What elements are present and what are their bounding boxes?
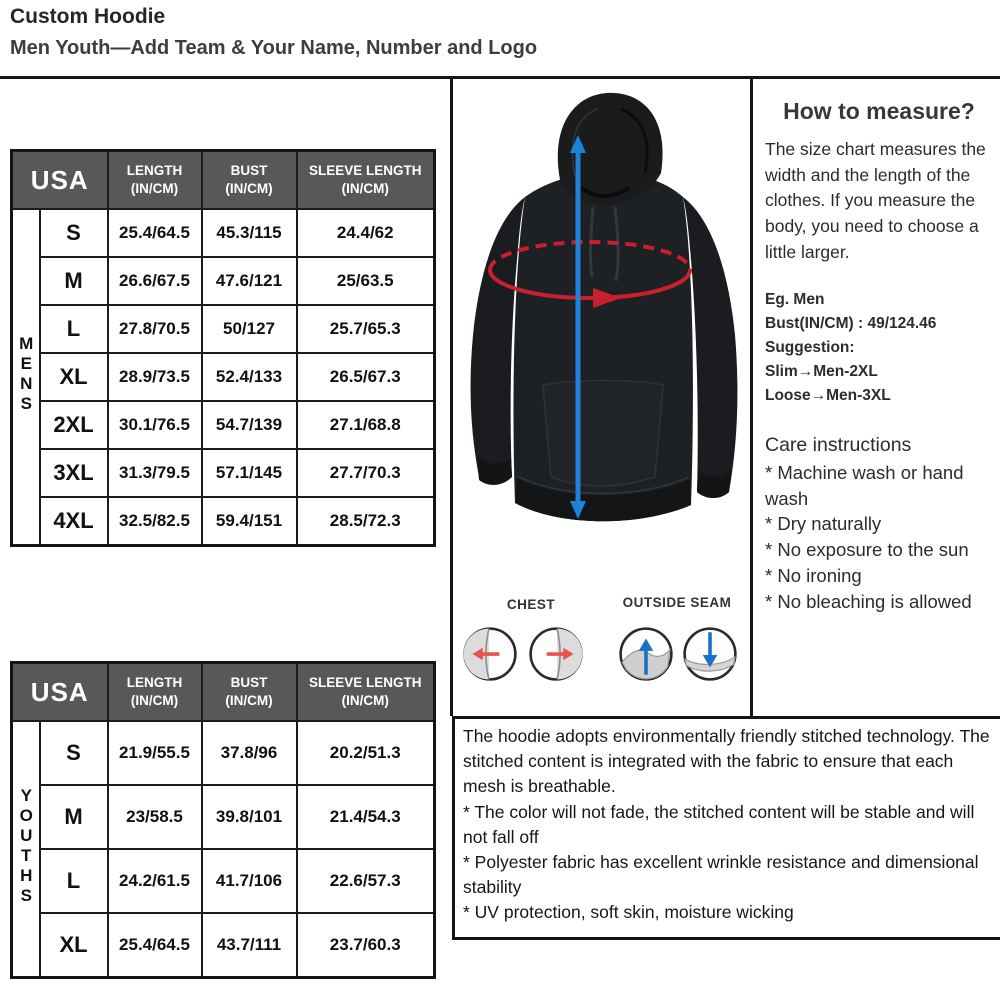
col-header-usa: USA [12, 151, 108, 210]
cell-sleeve: 22.6/57.3 [297, 849, 435, 913]
table-row [12, 913, 435, 977]
cell-bust: 41.7/106 [202, 849, 297, 913]
col-header-sleeve: SLEEVE LENGTH (IN/CM) [297, 151, 435, 210]
table-row [12, 497, 435, 545]
outside-seam-label: OUTSIDE SEAM [622, 595, 732, 610]
care-instructions-title: Care instructions [765, 433, 912, 456]
care-item: * Machine wash or hand wash [765, 461, 964, 509]
cell-sleeve: 21.4/54.3 [297, 785, 435, 849]
cell-bust: 43.7/111 [202, 913, 297, 977]
youths-size-table [10, 661, 436, 979]
mens-group-label: MENS [16, 334, 36, 415]
cell-length: 25.4/64.5 [108, 209, 202, 257]
cell-size: S [40, 721, 108, 785]
example-line: Slim→Men-2XL [765, 362, 878, 380]
cell-length: 28.9/73.5 [108, 353, 202, 401]
chest-label: CHEST [506, 597, 556, 612]
size-suggestion-block [765, 288, 993, 408]
hoodie-illustration [455, 85, 751, 585]
care-item: * Dry naturally [765, 513, 882, 535]
cell-sleeve: 24.4/62 [297, 209, 435, 257]
cell-sleeve: 23.7/60.3 [297, 913, 435, 977]
product-notes-intro: The hoodie adopts environmentally friendly stitched technology. The stitched content is integrated with the fabric to ensure that each mesh is breathable. [463, 726, 990, 797]
hoodie-image [455, 85, 751, 585]
col-header-bust: BUST (IN/CM) [202, 151, 297, 210]
cell-size: M [40, 257, 108, 305]
col-header-bust: BUST (IN/CM) [202, 663, 297, 722]
care-item: * No exposure to the sun [765, 539, 969, 561]
cell-length: 30.1/76.5 [108, 401, 202, 449]
mens-size-table [10, 149, 436, 547]
table-row [12, 305, 435, 353]
cell-sleeve: 26.5/67.3 [297, 353, 435, 401]
table-header-row [12, 663, 435, 722]
example-line: Loose→Men-3XL [765, 386, 891, 404]
table-row [12, 785, 435, 849]
cell-size: 2XL [40, 401, 108, 449]
cell-sleeve: 27.1/68.8 [297, 401, 435, 449]
how-to-measure-title: How to measure? [783, 98, 975, 124]
cell-size: 3XL [40, 449, 108, 497]
cell-bust: 50/127 [202, 305, 297, 353]
table-row [12, 353, 435, 401]
cell-length: 31.3/79.5 [108, 449, 202, 497]
cell-sleeve: 25/63.5 [297, 257, 435, 305]
col-header-usa: USA [12, 663, 108, 722]
how-to-measure-body: The size chart measures the width and the length of the clothes. If you measure the body, you need to choose a little larger. [765, 139, 986, 262]
product-note: * The color will not fade, the stitched content will be stable and will not fall off [463, 802, 975, 848]
outside-seam-up-icon [617, 625, 675, 683]
table-row [12, 849, 435, 913]
col-header-length: LENGTH (IN/CM) [108, 663, 202, 722]
hoodie-measure-panel [450, 79, 753, 716]
cell-size: S [40, 209, 108, 257]
cell-bust: 52.4/133 [202, 353, 297, 401]
table-row [12, 721, 435, 785]
youths-group-label: YOUTHS [16, 786, 36, 907]
cell-bust: 47.6/121 [202, 257, 297, 305]
chest-measure-right-icon [527, 625, 585, 683]
cell-size: L [40, 849, 108, 913]
cell-length: 32.5/82.5 [108, 497, 202, 545]
table-row [12, 449, 435, 497]
cell-length: 25.4/64.5 [108, 913, 202, 977]
cell-size: XL [40, 353, 108, 401]
page-subtitle: Men Youth—Add Team & Your Name, Number and Logo [10, 37, 538, 59]
table-row [12, 209, 435, 257]
cell-bust: 39.8/101 [202, 785, 297, 849]
cell-length: 24.2/61.5 [108, 849, 202, 913]
care-item: * No ironing [765, 565, 862, 587]
care-instructions [765, 434, 977, 615]
example-line: Bust(IN/CM) : 49/124.46 [765, 314, 937, 332]
cell-bust: 37.8/96 [202, 721, 297, 785]
chest-measure-left-icon [461, 625, 519, 683]
example-line: Suggestion: [765, 338, 855, 356]
cell-length: 23/58.5 [108, 785, 202, 849]
product-note: * Polyester fabric has excellent wrinkle resistance and dimensional stability [463, 852, 979, 898]
col-header-length: LENGTH (IN/CM) [108, 151, 202, 210]
cell-size: 4XL [40, 497, 108, 545]
cell-bust: 54.7/139 [202, 401, 297, 449]
cell-sleeve: 27.7/70.3 [297, 449, 435, 497]
outside-seam-down-icon [681, 625, 739, 683]
cell-sleeve: 20.2/51.3 [297, 721, 435, 785]
page-title: Custom Hoodie [10, 5, 166, 28]
cell-sleeve: 28.5/72.3 [297, 497, 435, 545]
cell-length: 26.6/67.5 [108, 257, 202, 305]
youths-group-label-cell [12, 721, 40, 977]
cell-size: L [40, 305, 108, 353]
table-row [12, 257, 435, 305]
care-item: * No bleaching is allowed [765, 591, 972, 613]
cell-sleeve: 25.7/65.3 [297, 305, 435, 353]
table-row [12, 401, 435, 449]
cell-bust: 45.3/115 [202, 209, 297, 257]
cell-length: 27.8/70.5 [108, 305, 202, 353]
cell-size: XL [40, 913, 108, 977]
cell-bust: 59.4/151 [202, 497, 297, 545]
cell-length: 21.9/55.5 [108, 721, 202, 785]
cell-bust: 57.1/145 [202, 449, 297, 497]
cell-size: M [40, 785, 108, 849]
col-header-sleeve: SLEEVE LENGTH (IN/CM) [297, 663, 435, 722]
product-notes-box [452, 716, 1000, 940]
product-note: * UV protection, soft skin, moisture wicking [463, 902, 794, 923]
example-line: Eg. Men [765, 290, 825, 308]
how-to-measure-panel [765, 98, 993, 615]
mens-group-label-cell [12, 209, 40, 545]
table-header-row [12, 151, 435, 210]
